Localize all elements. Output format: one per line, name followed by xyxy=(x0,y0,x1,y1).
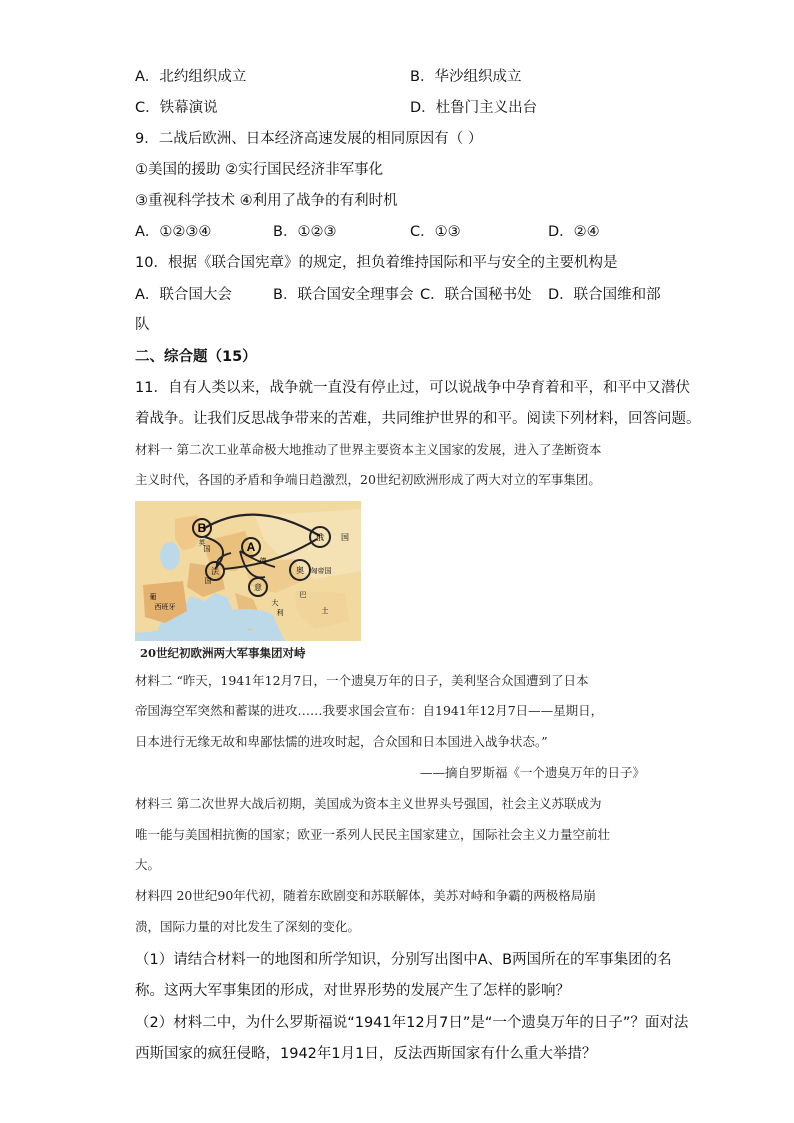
material1-line2: 主义时代，各国的矛盾和争端日趋激烈，20世纪初欧洲形成了两大对立的军事集团。 xyxy=(135,472,601,487)
map-label-france: 法 xyxy=(211,567,219,576)
map-label-a: A xyxy=(246,540,256,554)
map-label-spain: 西班牙 xyxy=(154,603,176,611)
q11-intro-line1: 11．自有人类以来，战争就一直没有停止过，可以说战争中孕育着和平，和平中又潜伏 xyxy=(135,380,690,396)
map-label-russia: 俄 xyxy=(316,533,324,542)
material1-line1: 材料一 第二次工业革命极大地推动了世界主要资本主义国家的发展，进入了垄断资本 xyxy=(135,442,602,457)
map-label-balkan: 巴 xyxy=(299,591,307,599)
map-caption: 20世纪初欧洲两大军事集团对峙 xyxy=(140,646,306,660)
map-label-turkey: 土 xyxy=(321,607,329,615)
map-label-uk-guo: 国 xyxy=(203,545,211,553)
map-label-uk: 英 xyxy=(198,539,206,547)
map-label-guo: 国 xyxy=(204,577,212,585)
map-label-russia-guo: 国 xyxy=(341,533,349,542)
material3-line2: 唯一能与美国相抗衡的国家；欧亚一系列人民民主国家建立，国际社会主义力量空前壮 xyxy=(135,827,611,842)
q10-stem: 10．根据《联合国宪章》的规定，担负着维持国际和平与安全的主要机构是 xyxy=(135,255,618,271)
map-label-italy: 意 xyxy=(254,583,262,592)
q10-option-c: C．联合国秘书处 xyxy=(420,287,532,303)
map-label-li: 利 xyxy=(276,609,284,617)
q8-option-a: A．北约组织成立 xyxy=(135,69,247,85)
map-label-germany: 德 xyxy=(259,557,267,565)
material2-line1: 材料二 “昨天，1941年12月7日，一个遗臭万年的日子，美利坚合众国遭到了日本 xyxy=(135,673,589,688)
material2-line2: 帝国海空军突然和蓄谋的进攻……我要求国会宣布：自1941年12月7日——星期日， xyxy=(135,703,604,718)
europe-military-blocs-map xyxy=(135,501,361,641)
q10-option-d-continued: 队 xyxy=(135,317,150,333)
map-label-da: 大 xyxy=(271,599,279,607)
subquestion1-line1: （1）请结合材料一的地图和所学知识，分别写出图中A、B两国所在的军事集团的名 xyxy=(135,952,672,968)
q9-option-a: A．①②③④ xyxy=(135,224,212,240)
material3-line3: 大。 xyxy=(135,857,161,872)
q9-option-d: D．②④ xyxy=(548,224,600,240)
material4-line2: 溃，国际力量的对比发生了深刻的变化。 xyxy=(135,919,361,934)
subquestion2-line1: （2）材料二中，为什么罗斯福说“1941年12月7日”是“一个遗臭万年的日子”？面对法 xyxy=(135,1015,689,1031)
map-label-austria-empire: 匈帝国 xyxy=(310,567,332,575)
q9-option-b: B．①②③ xyxy=(273,224,337,240)
map-label-austria: 奥 xyxy=(296,566,304,575)
q10-option-d: D．联合国维和部 xyxy=(548,287,661,303)
q10-option-a: A．联合国大会 xyxy=(135,287,232,303)
q11-intro-line2: 着战争。让我们反思战争带来的苦难，共同维护世界的和平。阅读下列材料，回答问题。 xyxy=(135,411,701,427)
q8-option-b: B．华沙组织成立 xyxy=(410,69,522,85)
material2-line3: 日本进行无缘无故和卑鄙怯懦的进攻时起，合众国和日本国进入战争状态。” xyxy=(135,734,548,749)
q10-option-b: B．联合国安全理事会 xyxy=(273,287,414,303)
q9-stem: 9．二战后欧洲、日本经济高速发展的相同原因有（ ） xyxy=(135,131,483,147)
q9-statement-line2: ③重视科学技术 ④利用了战争的有利时机 xyxy=(135,193,398,209)
q8-option-c: C．铁幕演说 xyxy=(135,100,218,116)
q8-option-d: D．杜鲁门主义出台 xyxy=(410,100,538,116)
section-title: 二、综合题（15） xyxy=(135,349,257,365)
map-label-portugal: 葡 xyxy=(149,593,157,601)
material3-line1: 材料三 第二次世界大战后初期，美国成为资本主义世界头号强国，社会主义苏联成为 xyxy=(135,796,602,811)
q9-statement-line1: ①美国的援助 ②实行国民经济非军事化 xyxy=(135,162,384,178)
material4-line1: 材料四 20世纪90年代初，随着东欧剧变和苏联解体，美苏对峙和争霸的两极格局崩 xyxy=(135,888,596,903)
q9-option-c: C．①③ xyxy=(410,224,461,240)
map-label-b: B xyxy=(197,521,207,535)
subquestion2-line2: 西斯国家的疯狂侵略，1942年1月1日，反法西斯国家有什么重大举措？ xyxy=(135,1046,597,1062)
subquestion1-line2: 称。这两大军事集团的形成，对世界形势的发展产生了怎样的影响？ xyxy=(135,983,570,999)
material2-source: ——摘自罗斯福《一个遗臭万年的日子》 xyxy=(420,765,646,780)
